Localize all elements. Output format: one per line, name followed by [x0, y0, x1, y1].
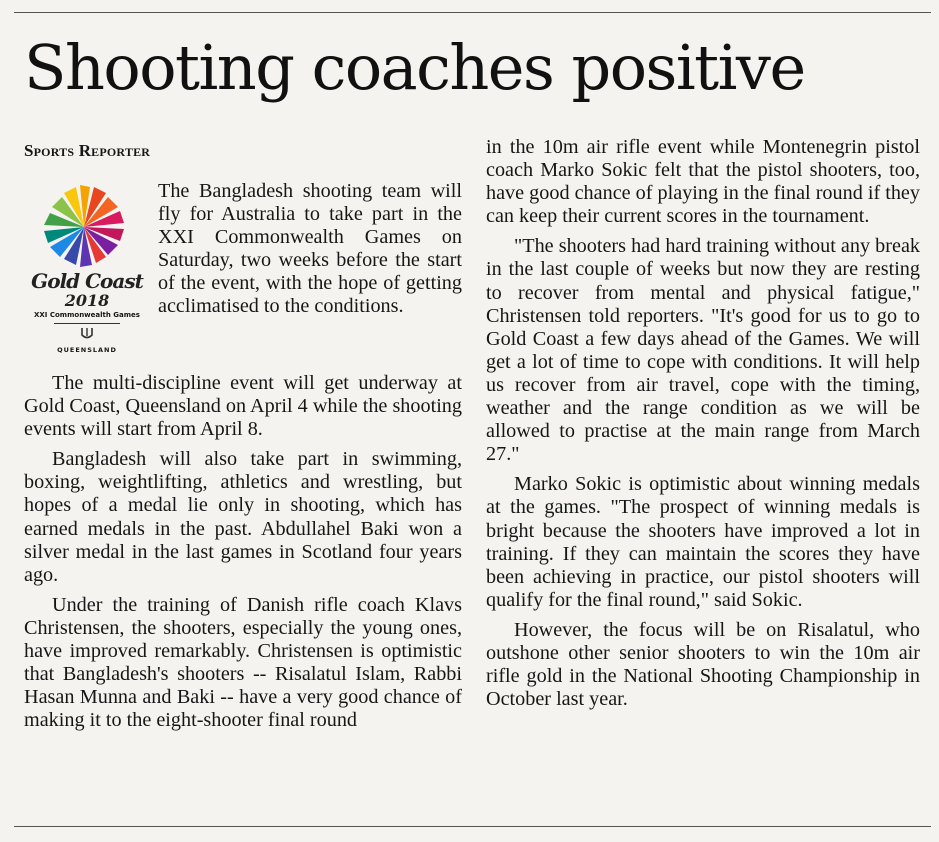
logo-year: 2018	[64, 291, 110, 310]
column-two	[486, 136, 920, 711]
paragraph: Marko Sokic is optimistic about winning medals at the games. "The prospect of winning medals is bright because the shooters have improved a lot in training. If they can maintain the scores they have been achieving in practice, our pistol shooters will qualify for the final round," said Sokic.	[486, 473, 920, 611]
byline: Sports Reporter	[24, 141, 151, 160]
commonwealth-games-logo	[22, 183, 152, 359]
logo-games: XXI Commonwealth Games	[34, 311, 140, 319]
paragraph-continued: in the 10m air rifle event while Montenegrin pistol coach Marko Sokic felt that the pistol shooters, too, have good chance of playing in the final round if they can keep their current scores in the tournament.	[486, 136, 920, 228]
logo-divider	[54, 323, 120, 324]
headline: Shooting coaches positive	[24, 31, 805, 104]
lead-text: The Bangladesh shooting team will fly for Australia to take part in the XXI Commonwealth Games on Saturday, two weeks before the start of the event, with the hope of getting acclimatised to the conditions.	[158, 180, 462, 318]
logo-name: Gold Coast	[31, 269, 143, 293]
bottom-rule	[14, 826, 931, 827]
logo-region: QUEENSLAND	[57, 346, 117, 354]
paragraph: Under the training of Danish rifle coach Klavs Christensen, the shooters, especially the young ones, have improved remarkably. Christensen is optimistic that Bangladesh's shooters -- Risalatul Islam, Rabbi Hasan Munna and Baki -- have a very good chance of making it to the eight-shooter final round	[24, 593, 462, 732]
lead-paragraph	[158, 180, 462, 319]
paragraph: "The shooters had hard training without any break in the last couple of weeks but now they are resting to recover from mental and physical fatigue," Christensen told reporters. "It's good for us to go to Gold Coast a few days ahead of the Games. We will get a lot of time to cope with conditions. It will help us recover from air travel, cope with the timing, weather and the range condition as we will be allowed to practise at the main range from March 27."	[486, 235, 920, 466]
logo-burst-icon	[22, 183, 152, 269]
paragraph: Bangladesh will also take part in swimming, boxing, weightlifting, athletics and wrestling, but hopes of a medal lie only in shooting, which has earned medals in the past. Abdullahel Baki won a silver medal in the last games in Scotland four years ago.	[24, 448, 462, 586]
top-rule	[14, 12, 931, 13]
commonwealth-emblem-icon	[80, 326, 94, 340]
paragraph: However, the focus will be on Risalatul, who outshone other senior shooters to win the 10m air rifle gold in the National Shooting Championship in October last year.	[486, 618, 920, 711]
paragraph: The multi-discipline event will get underway at Gold Coast, Queensland on April 4 while the shooting events will start from April 8.	[24, 372, 462, 441]
column-one	[24, 372, 462, 732]
